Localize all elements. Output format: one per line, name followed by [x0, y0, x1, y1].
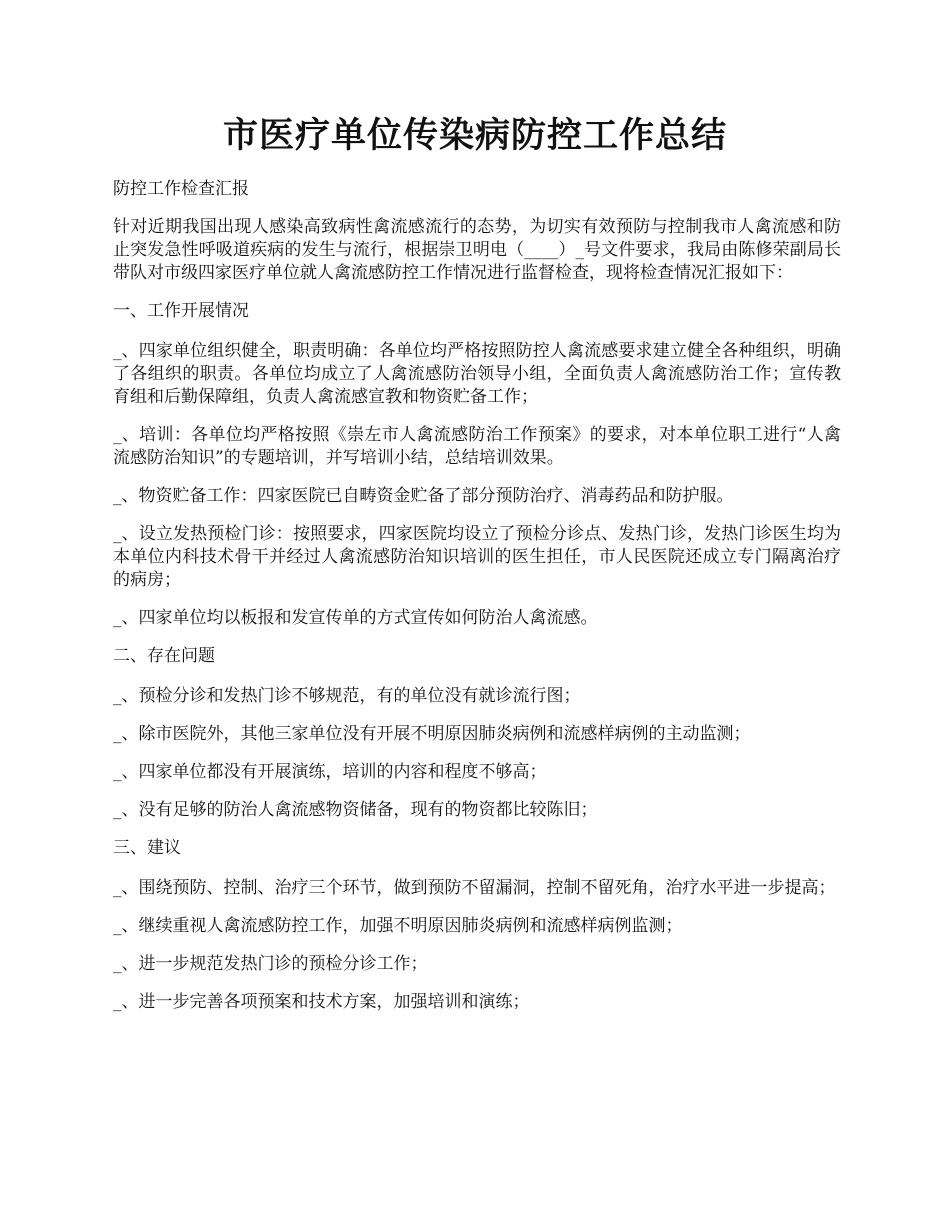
problem-item: _、四家单位都没有开展演练，培训的内容和程度不够高；	[113, 762, 547, 782]
problem-item: _、预检分诊和发热门诊不够规范，有的单位没有就诊流行图；	[113, 686, 581, 706]
problem-item: _、除市医院外，其他三家单位没有开展不明原因肺炎病例和流感样病例的主动监测；	[113, 724, 751, 744]
work-item: _、培训：各单位均严格按照《崇左市人禽流感防治工作预案》的要求，对本单位职工进行“人禽流感防治知识”的专题培训，并写培训小结，总结培训效果。	[113, 425, 841, 468]
suggestion-item: _、进一步完善各项预案和技术方案，加强培训和演练；	[113, 992, 530, 1012]
suggestion-item: _、继续重视人禽流感防控工作，加强不明原因肺炎病例和流感样病例监测；	[113, 916, 683, 936]
document-body	[113, 178, 841, 1029]
work-item: _、设立发热预检门诊：按照要求，四家医院均设立了预检分诊点、发热门诊，发热门诊医生均为本单位内科技术骨干并经过人禽流感防治知识培训的医生担任，市人民医院还成立专门隔离治疗的病房；	[113, 524, 841, 590]
work-item: _、四家单位组织健全，职责明确：各单位均严格按照防控人禽流感要求建立健全各种组织，明确了各组织的职责。各单位均成立了人禽流感防治领导小组，全面负责人禽流感防治工作；宣传教育组和后勤保障组，负责人禽流感宣教和物资贮备工作；	[113, 341, 841, 407]
section-heading-work: 一、工作开展情况	[113, 301, 249, 321]
suggestion-item: _、进一步规范发热门诊的预检分诊工作；	[113, 954, 428, 974]
section-heading-suggestions: 三、建议	[113, 838, 181, 858]
section-heading-problems: 二、存在问题	[113, 646, 215, 666]
work-item: _、物资贮备工作：四家医院已自畴资金贮备了部分预防治疗、消毒药品和防护服。	[113, 486, 734, 506]
intro-paragraph: 针对近期我国出现人感染高致病性禽流感流行的态势，为切实有效预防与控制我市人禽流感和防止突发急性呼吸道疾病的发生与流行，根据崇卫明电（____）_号文件要求，我局由陈修荣副局长带队对市级四家医疗单位就人禽流感防控工作情况进行监督检查，现将检查情况汇报如下：	[113, 217, 841, 283]
document-title: 市医疗单位传染病防控工作总结	[222, 115, 727, 156]
problem-item: _、没有足够的防治人禽流感物资储备，现有的物资都比较陈旧；	[113, 800, 598, 820]
subtitle: 防控工作检查汇报	[113, 179, 249, 199]
suggestion-item: _、围绕预防、控制、治疗三个环节，做到预防不留漏洞，控制不留死角，治疗水平进一步提高；	[113, 878, 836, 898]
work-item: _、四家单位均以板报和发宣传单的方式宣传如何防治人禽流感。	[113, 608, 598, 628]
